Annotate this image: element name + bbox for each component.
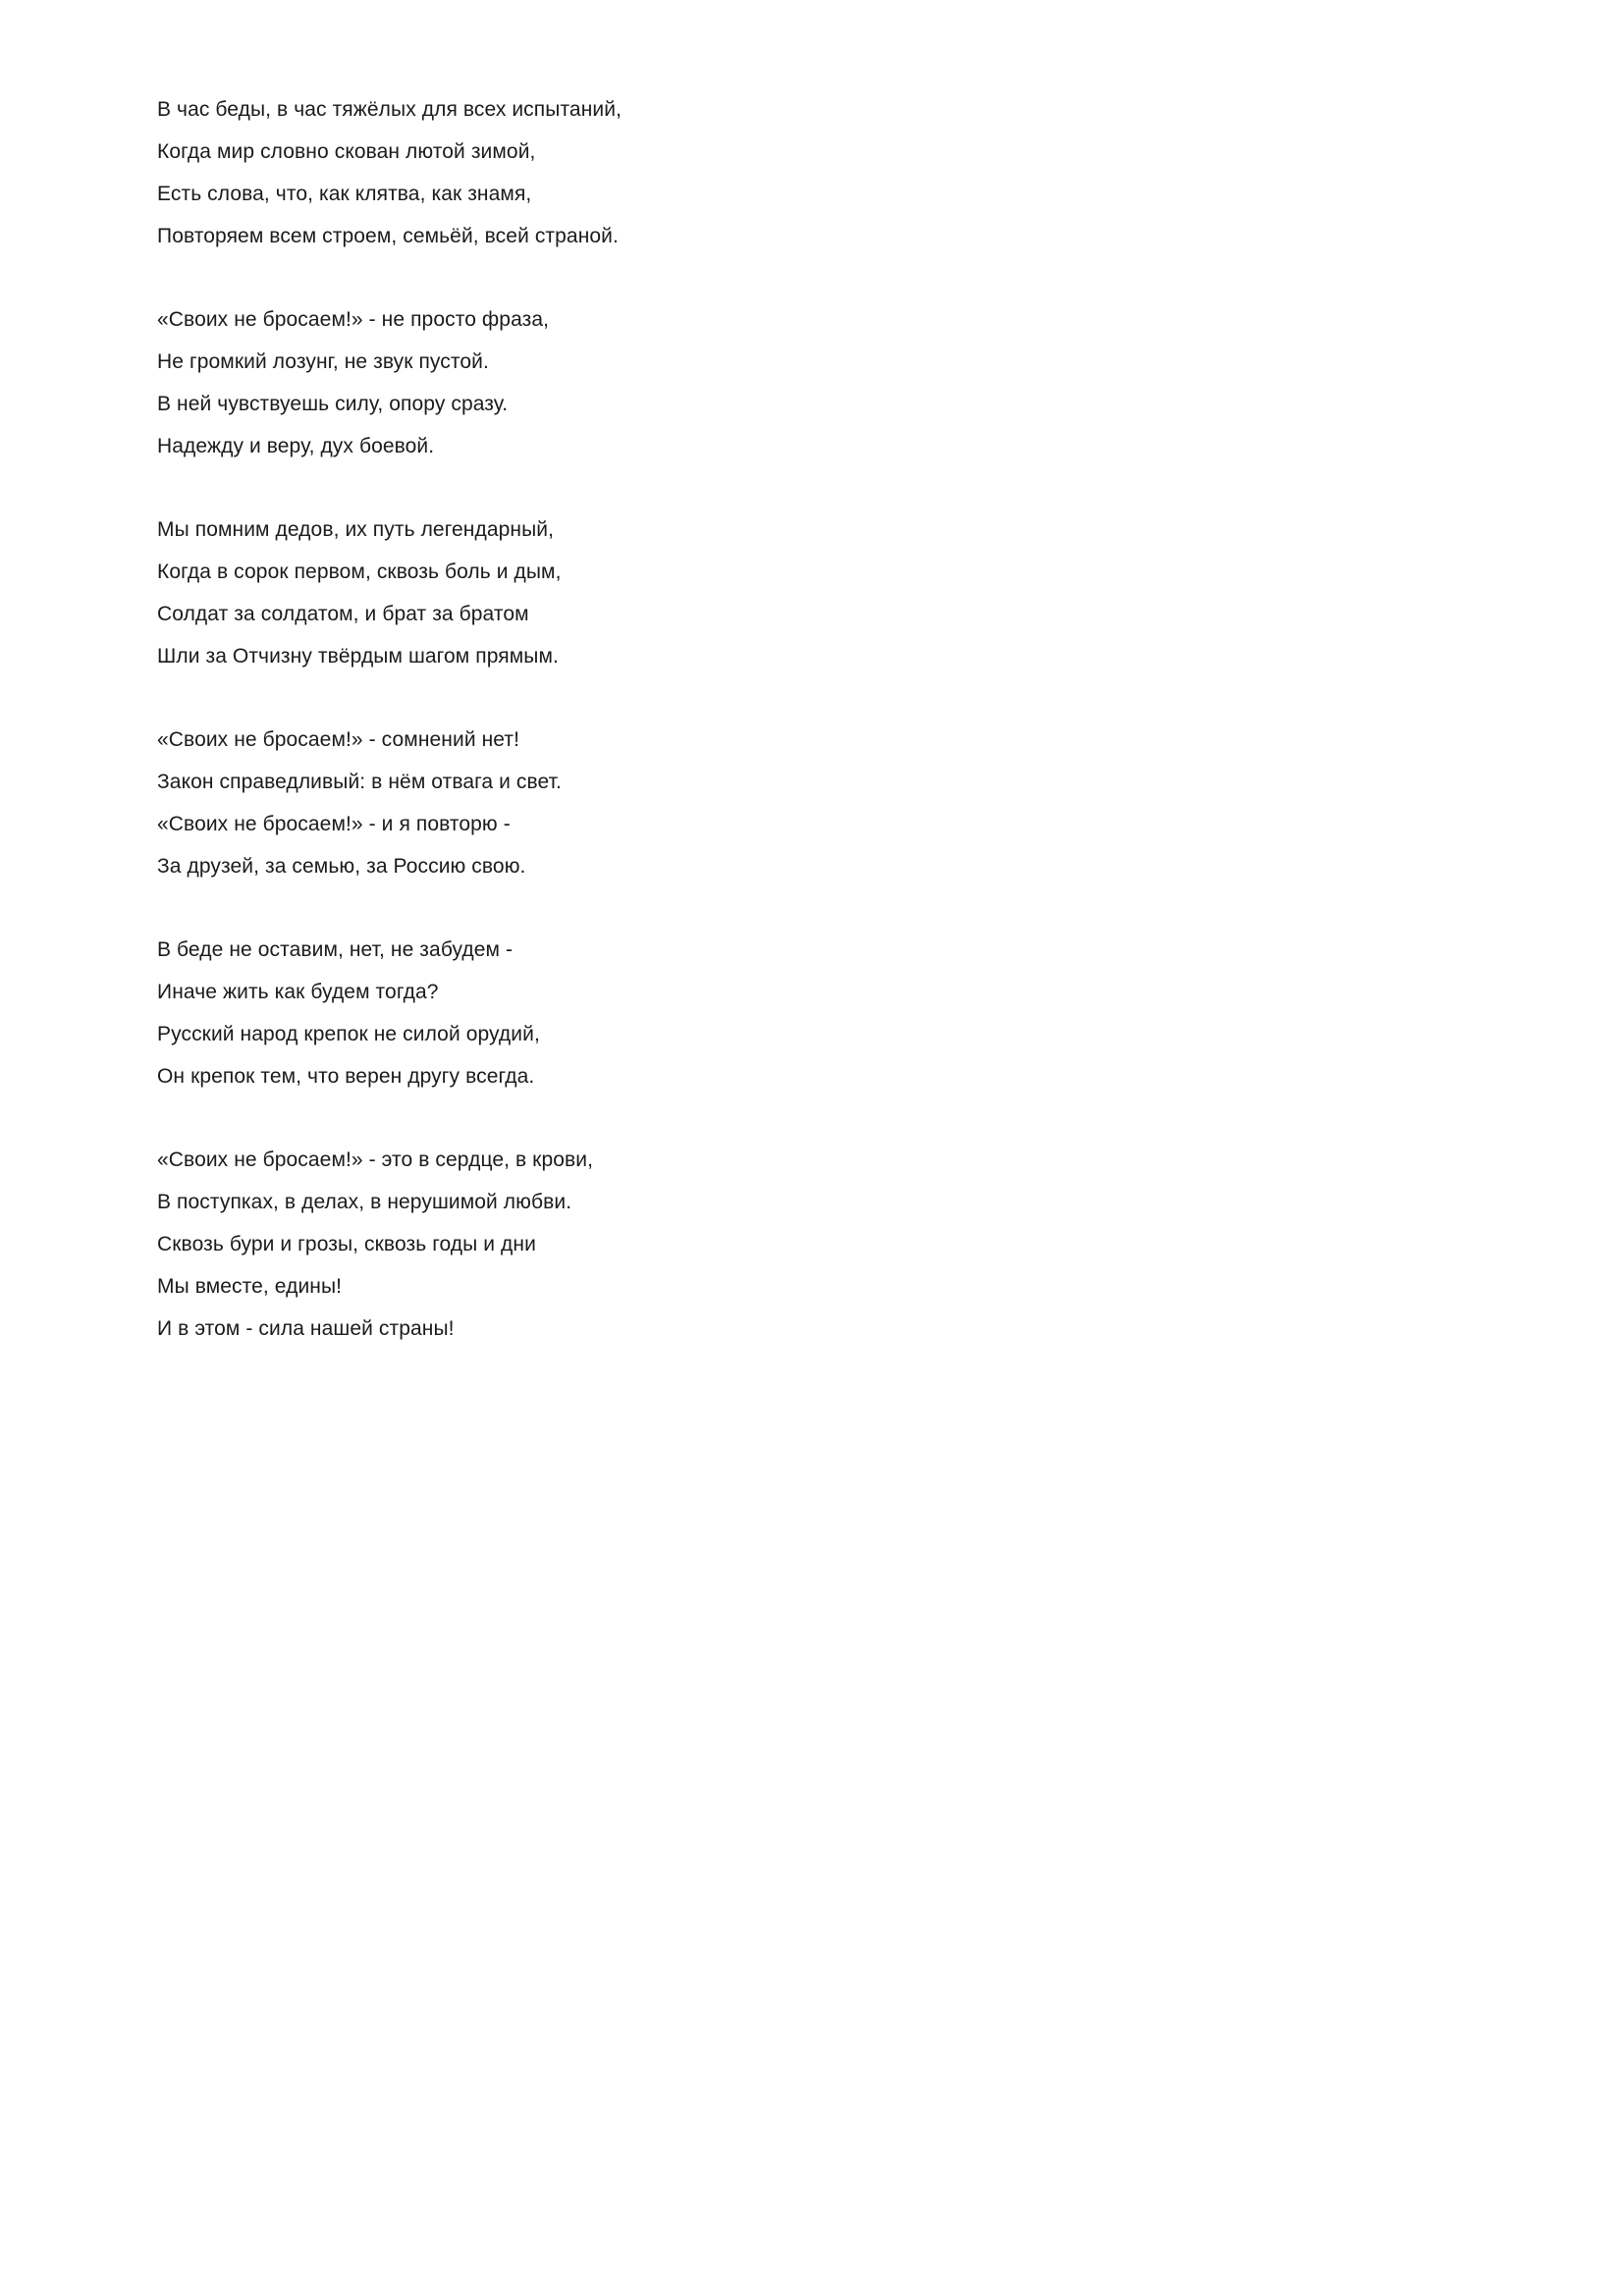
poem-line: За друзей, за семью, за Россию свою. [157,855,526,878]
poem-line: Русский народ крепок не силой орудий, [157,1023,540,1045]
poem-line: В ней чувствуешь силу, опору сразу. [157,393,509,415]
poem-line: Надежду и веру, дух боевой. [157,435,435,457]
poem-line: В поступках, в делах, в нерушимой любви. [157,1191,572,1213]
poem-line: Повторяем всем строем, семьёй, всей страной. [157,225,619,247]
poem-line: Шли за Отчизну твёрдым шагом прямым. [157,645,559,667]
poem-line: В час беды, в час тяжёлых для всех испытаний, [157,98,623,121]
poem-line: Не громкий лозунг, не звук пустой. [157,350,489,373]
poem-line: Сквозь бури и грозы, сквозь годы и дни [157,1233,536,1255]
poem-line: Когда мир словно скован лютой зимой, [157,140,536,163]
poem-line: «Своих не бросаем!» - не просто фраза, [157,308,550,331]
stanza [157,719,1335,887]
poem-line: В беде не оставим, нет, не забудем - [157,938,514,961]
poem-line: «Своих не бросаем!» - и я повторю - [157,813,511,835]
poem-line: Мы вместе, едины! [157,1275,343,1298]
poem-line: «Своих не бросаем!» - это в сердце, в крови, [157,1148,594,1171]
poem-line: Есть слова, что, как клятва, как знамя, [157,183,532,205]
poem-line: Иначе жить как будем тогда? [157,981,439,1003]
poem-line: Мы помним дедов, их путь легендарный, [157,518,555,541]
stanza [157,88,1335,257]
stanza [157,508,1335,677]
stanza [157,1139,1335,1350]
poem-line: Закон справедливый: в нём отвага и свет. [157,771,562,793]
poem-line: «Своих не бросаем!» - сомнений нет! [157,728,520,751]
stanza [157,929,1335,1097]
stanza [157,298,1335,467]
poem-line: Когда в сорок первом, сквозь боль и дым, [157,561,562,583]
poem-line: И в этом - сила нашей страны! [157,1317,455,1340]
poem-content [157,88,1335,1391]
poem-line: Солдат за солдатом, и брат за братом [157,603,529,625]
poem-line: Он крепок тем, что верен другу всегда. [157,1065,535,1088]
